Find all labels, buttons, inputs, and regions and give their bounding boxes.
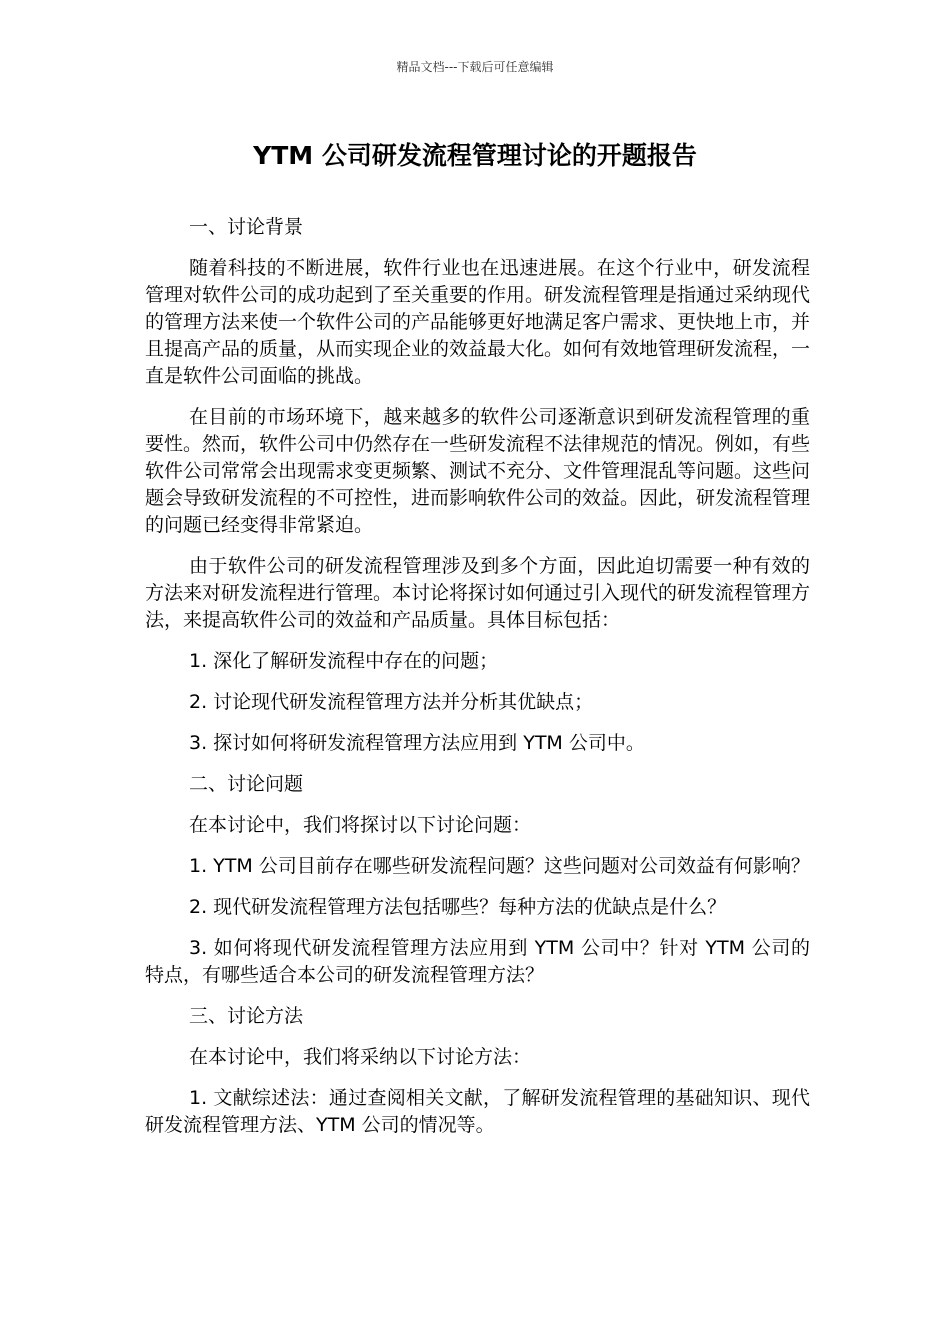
question-item-3: 3. 如何将现代研发流程管理方法应用到 YTM 公司中？针对 YTM 公司的特点，有哪些适合本公司的研发流程管理方法？ <box>145 937 810 986</box>
question-item-1: 1. YTM 公司目前存在哪些研发流程问题？这些问题对公司效益有何影响？ <box>189 855 810 877</box>
section-heading-questions: 二、讨论问题 <box>189 773 304 795</box>
paragraph-background-3: 由于软件公司的研发流程管理涉及到多个方面，因此迫切需要一种有效的方法来对研发流程进行管理。本讨论将探讨如何通过引入现代的研发流程管理方法，来提高软件公司的效益和产品质量。具体目标包括： <box>145 555 811 631</box>
paragraph-questions-intro: 在本讨论中，我们将探讨以下讨论问题： <box>189 814 532 836</box>
document-title: YTM 公司研发流程管理讨论的开题报告 <box>253 141 697 170</box>
section-heading-background: 一、讨论背景 <box>189 216 304 238</box>
paragraph-background-2: 在目前的市场环境下，越来越多的软件公司逐渐意识到研发流程管理的重要性。然而，软件公司中仍然存在一些研发流程不法律规范的情况。例如，有些软件公司常常会出现需求变更频繁、测试不充分、文件管理混乱等问题。这些问题会导致研发流程的不可控性，进而影响软件公司的效益。因此，研发流程管理的问题已经变得非常紧迫。 <box>145 406 811 536</box>
paragraph-methods-intro: 在本讨论中，我们将采纳以下讨论方法： <box>189 1046 532 1068</box>
paragraph-background-1: 随着科技的不断进展，软件行业也在迅速进展。在这个行业中，研发流程管理对软件公司的成功起到了至关重要的作用。研发流程管理是指通过采纳现代的管理方法来使一个软件公司的产品能够更好地满足客户需求、更快地上市，并且提高产品的质量，从而实现企业的效益最大化。如何有效地管理研发流程，一直是软件公司面临的挑战。 <box>145 257 811 387</box>
document-body <box>145 214 810 1153</box>
section-heading-methods: 三、讨论方法 <box>189 1005 304 1027</box>
method-item-1: 1. 文献综述法：通过查阅相关文献，了解研发流程管理的基础知识、现代研发流程管理方法、YTM 公司的情况等。 <box>145 1087 810 1136</box>
goal-item-2: 2. 讨论现代研发流程管理方法并分析其优缺点； <box>189 691 594 713</box>
question-item-2: 2. 现代研发流程管理方法包括哪些？每种方法的优缺点是什么？ <box>189 896 727 918</box>
goal-item-1: 1. 深化了解研发流程中存在的问题； <box>189 650 499 672</box>
goal-item-3: 3. 探讨如何将研发流程管理方法应用到 YTM 公司中。 <box>189 732 645 754</box>
header-note: 精品文档---下载后可任意编辑 <box>396 60 554 74</box>
